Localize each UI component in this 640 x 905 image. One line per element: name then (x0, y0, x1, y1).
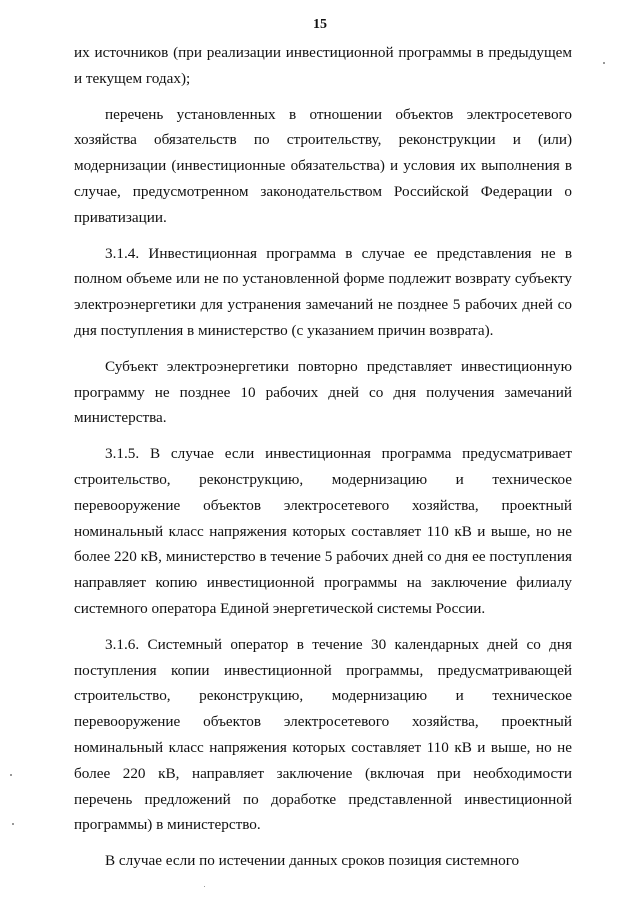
paragraph-sources-continuation: их источников (при реализации инвестиционной программы в предыдущем и текущем годах); (74, 44, 572, 87)
paragraph-resubmission: Субъект электроэнергетики повторно представляет инвестиционную программу не позднее 10 рабочих дней со дня получения замечаний министерства. (74, 357, 572, 427)
scan-speck-right (603, 62, 605, 64)
scan-speck-left-lower (12, 823, 14, 825)
paragraph-3-1-5: 3.1.5. В случае если инвестиционная программа предусматривает строительство, реконструкцию, модернизацию и техническое перевооружение объектов электросетевого хозяйства, проектный номинальный класс напряжения которых составляет 110 кВ и выше, но не более 220 кВ, министерство в течение 5 рабочих дней со дня ее поступления направляет копию инвестиционной программы на заключение филиалу системного оператора Единой энергетической системы России. (74, 445, 572, 617)
paragraph-3-1-6: 3.1.6. Системный оператор в течение 30 календарных дней со дня поступления копии инвестиционной программы, предусматривающей строительство, реконструкцию, модернизацию и техническое перевооружение объектов электросетевого хозяйства, проектный номинальный класс напряжения которых составляет 110 кВ и выше, но не более 220 кВ, направляет заключение (включая при необходимости перечень предложений по доработке представленной инвестиционной программы) в министерство. (74, 635, 572, 834)
scan-speck-left-upper (10, 774, 12, 776)
paragraph-investment-obligations: перечень установленных в отношении объектов электросетевого хозяйства обязательств по строительству, реконструкции и (или) модернизации (инвестиционные обязательства) и условия их выполнения в случае, предусмотренном законодательством Российской Федерации о приватизации. (74, 105, 572, 226)
page-number: 15 (313, 17, 327, 32)
page-body (74, 40, 572, 874)
paragraph-3-1-4: 3.1.4. Инвестиционная программа в случае ее представления не в полном объеме или не по установленной форме подлежит возврату субъекту электроэнергетики для устранения замечаний не позднее 5 рабочих дней со дня поступления в министерство (с указанием причин возврата). (74, 244, 572, 339)
scan-speck-bottom (204, 886, 205, 887)
paragraph-deadline-expiry: В случае если по истечении данных сроков позиция системного (105, 852, 520, 870)
